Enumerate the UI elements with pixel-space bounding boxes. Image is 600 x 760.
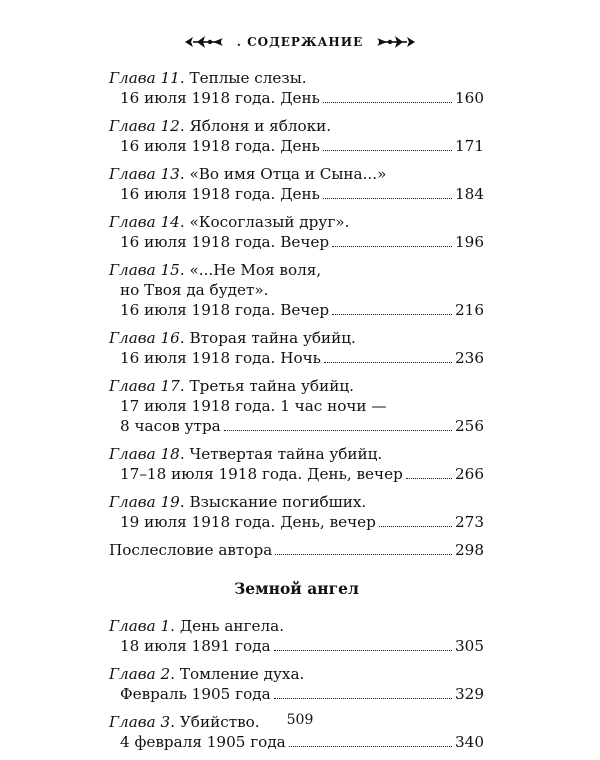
toc-entry-last-line (109, 184, 484, 204)
toc-entry-line (109, 376, 484, 396)
toc-entry[interactable] (109, 164, 484, 204)
page-number: 509 (286, 712, 314, 728)
chapter-label: Глава 2 (109, 665, 171, 683)
chapter-label-separator: . (179, 117, 190, 135)
entry-text: 16 июля 1918 года. Вечер (120, 301, 330, 319)
chapter-label-separator: . (179, 165, 190, 183)
entry-text: 16 июля 1918 года. День (120, 137, 320, 155)
section-heading: Земной ангел (234, 579, 359, 598)
entry-text: 8 часов утра (120, 417, 221, 435)
entry-page-number: 256 (455, 417, 484, 435)
chapter-label-separator: . (179, 445, 190, 463)
toc-entry[interactable] (109, 444, 484, 484)
entry-text: Четвертая тайна убийц. (189, 445, 383, 463)
toc-entry-line (109, 616, 484, 636)
toc-entry-line (109, 212, 484, 232)
entry-page-number: 329 (455, 685, 484, 703)
toc-entry[interactable] (109, 68, 484, 108)
toc-entry-last-line (109, 684, 484, 704)
dot-leader (275, 554, 452, 555)
chapter-label-separator: . (179, 493, 190, 511)
ornament-left-icon (183, 34, 227, 50)
entry-text: Послесловие автора (109, 541, 273, 559)
entry-page-number: 216 (455, 301, 484, 319)
chapter-label-separator: . (179, 213, 190, 231)
chapter-label: Глава 16 (109, 329, 180, 347)
entry-text: Томление духа. (179, 665, 305, 683)
chapter-label-separator: . (170, 617, 180, 635)
chapter-label-separator: . (179, 261, 190, 279)
entry-text: 18 июля 1891 года (120, 637, 271, 655)
toc-entry-line (109, 164, 484, 184)
chapter-label: Глава 13 (109, 165, 180, 183)
toc-entry-last-line (109, 300, 484, 320)
entry-text: «Во имя Отца и Сына...» (189, 165, 387, 183)
entry-text: Яблоня и яблоки. (189, 117, 332, 135)
toc-entry-line (109, 396, 484, 416)
entry-page-number: 160 (455, 89, 484, 107)
chapter-label-separator: . (179, 69, 190, 87)
entry-text: 16 июля 1918 года. День (120, 89, 320, 107)
entry-text: День ангела. (179, 617, 285, 635)
entry-page-number: 184 (455, 185, 484, 203)
chapter-label: Глава 3 (109, 713, 171, 731)
entry-text: Вторая тайна убийц. (189, 329, 356, 347)
entry-text: но Твоя да будет». (120, 281, 269, 299)
entry-text: 16 июля 1918 года. День (120, 185, 320, 203)
entry-text: 17–18 июля 1918 года. День, вечер (120, 465, 403, 483)
chapter-label-separator: . (179, 377, 190, 395)
entry-page-number: 266 (455, 465, 484, 483)
chapter-label: Глава 18 (109, 445, 180, 463)
chapter-label-separator: . (170, 665, 180, 683)
toc-entry-last-line (109, 416, 484, 436)
toc-entry-line (109, 260, 484, 280)
entry-page-number: 273 (455, 513, 484, 531)
dot-leader (274, 650, 452, 651)
chapter-label: Глава 11 (109, 69, 180, 87)
toc-entry-line (109, 116, 484, 136)
dot-leader (289, 746, 452, 747)
toc-entry-last-line (109, 732, 484, 752)
entry-text: «...Не Моя воля, (189, 261, 322, 279)
entry-text: Теплые слезы. (189, 69, 307, 87)
toc-entry-line (109, 280, 484, 300)
dot-leader (224, 430, 452, 431)
entry-page-number: 196 (455, 233, 484, 251)
dot-leader (332, 314, 452, 315)
table-of-contents (109, 68, 484, 760)
chapter-label: Глава 1 (109, 617, 171, 635)
dot-leader (406, 478, 452, 479)
toc-entry-line (109, 664, 484, 684)
dot-leader (323, 102, 452, 103)
entry-text: Убийство. (179, 713, 260, 731)
entry-text: 4 февраля 1905 года (120, 733, 286, 751)
chapter-label-separator: . (179, 329, 190, 347)
chapter-label: Глава 17 (109, 377, 180, 395)
toc-entry-last-line (109, 232, 484, 252)
toc-entry-line (109, 492, 484, 512)
toc-entry[interactable] (109, 328, 484, 368)
entry-text: «Косоглазый друг». (189, 213, 350, 231)
dot-leader (324, 362, 452, 363)
toc-entry-last-line (109, 464, 484, 484)
toc-entry[interactable] (109, 540, 484, 560)
toc-entry-line (109, 68, 484, 88)
chapter-label: Глава 12 (109, 117, 180, 135)
dot-leader (323, 150, 452, 151)
dot-leader (332, 246, 452, 247)
toc-entry-line (109, 328, 484, 348)
entry-page-number: 340 (455, 733, 484, 751)
toc-entry[interactable] (109, 616, 484, 656)
toc-entry[interactable] (109, 376, 484, 436)
toc-entry[interactable] (109, 212, 484, 252)
chapter-label: Глава 14 (109, 213, 180, 231)
toc-entry-last-line (109, 512, 484, 532)
toc-entry-last-line (109, 636, 484, 656)
entry-text: 17 июля 1918 года. 1 час ночи — (120, 397, 387, 415)
toc-entry[interactable] (109, 664, 484, 704)
entry-text: 19 июля 1918 года. День, вечер (120, 513, 376, 531)
toc-entry-last-line (109, 136, 484, 156)
entry-page-number: 171 (455, 137, 484, 155)
toc-entry[interactable] (109, 492, 484, 532)
header-title: . СОДЕРЖАНИЕ (236, 35, 364, 49)
entry-text: 16 июля 1918 года. Ночь (120, 349, 321, 367)
chapter-label: Глава 15 (109, 261, 180, 279)
toc-entry-last-line (109, 540, 484, 560)
entry-text: Третья тайна убийц. (189, 377, 354, 395)
running-header (0, 34, 600, 50)
toc-entry[interactable] (109, 116, 484, 156)
entry-text: Взыскание погибших. (189, 493, 367, 511)
toc-entry[interactable] (109, 260, 484, 320)
dot-leader (323, 198, 452, 199)
ornament-right-icon (373, 34, 417, 50)
entry-page-number: 298 (455, 541, 484, 559)
chapter-label-separator: . (170, 713, 180, 731)
toc-entry-last-line (109, 88, 484, 108)
entry-page-number: 305 (455, 637, 484, 655)
toc-entry-last-line (109, 348, 484, 368)
entry-text: Февраль 1905 года (120, 685, 271, 703)
chapter-label: Глава 19 (109, 493, 180, 511)
entry-text: 16 июля 1918 года. Вечер (120, 233, 330, 251)
dot-leader (379, 526, 452, 527)
dot-leader (274, 698, 452, 699)
toc-entry-line (109, 444, 484, 464)
entry-page-number: 236 (455, 349, 484, 367)
